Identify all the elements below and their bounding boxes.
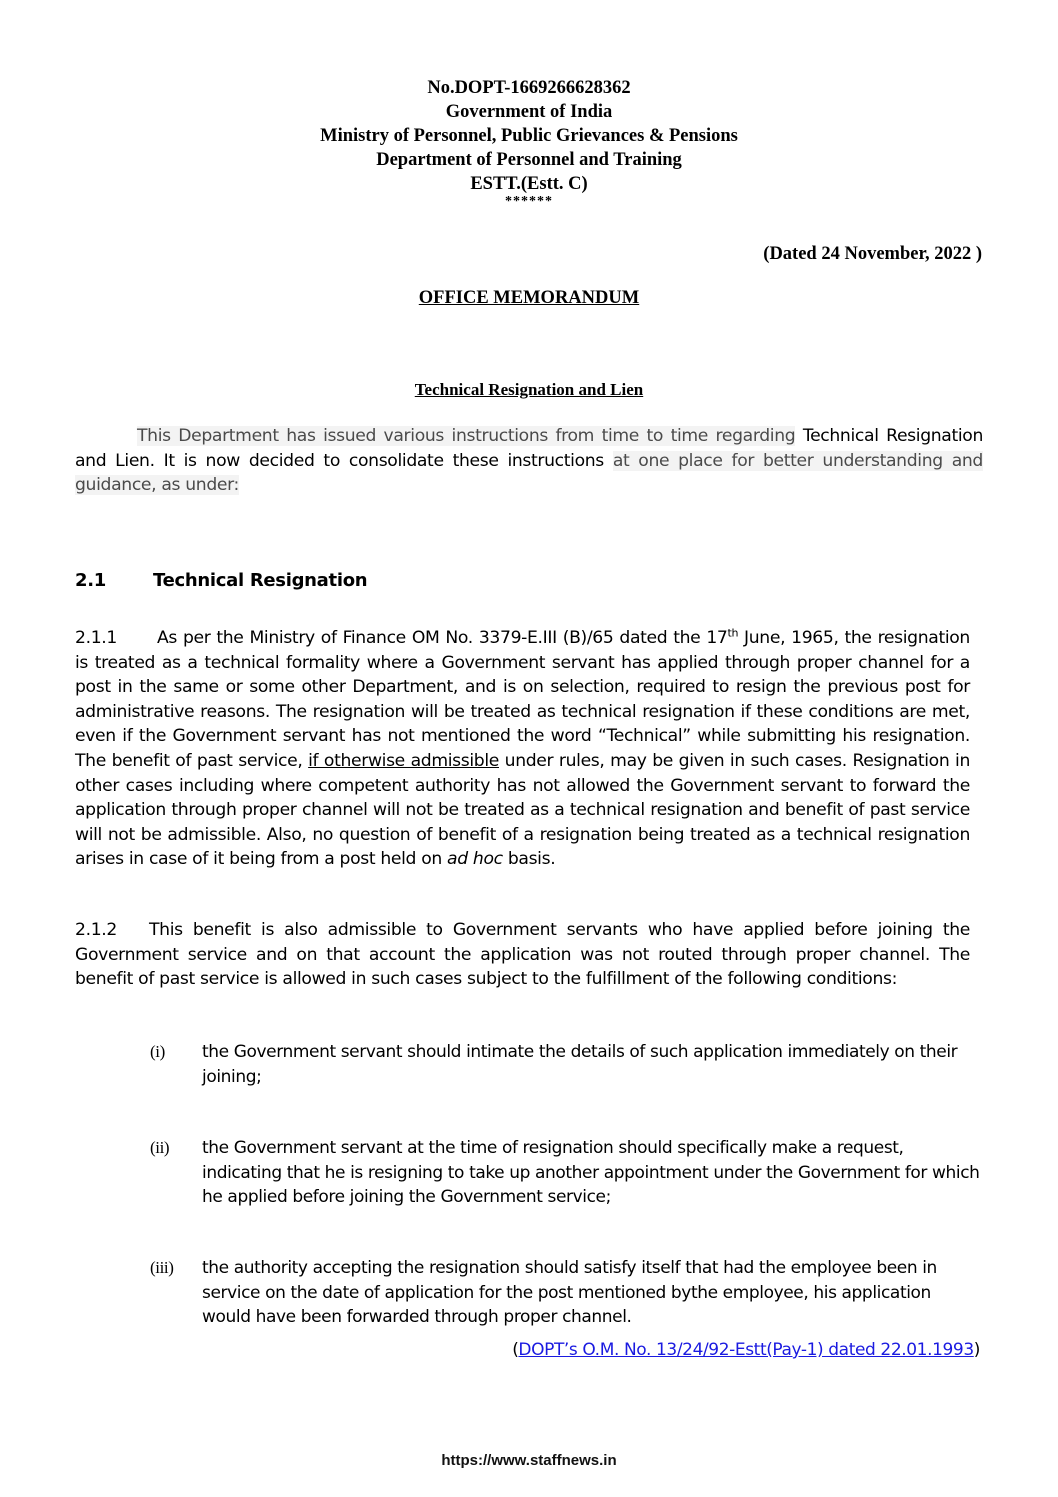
paren-close: )	[973, 1340, 980, 1360]
underlined-text: if otherwise admissible	[308, 750, 499, 771]
section-heading	[75, 570, 367, 591]
condition-item	[150, 1256, 980, 1330]
ministry-name: Ministry of Personnel, Public Grievances & Pensions	[320, 126, 738, 146]
date-line: (Dated 24 November, 2022 )	[763, 244, 982, 264]
document-number: No.DOPT-1669266628362	[427, 78, 631, 98]
italic-text: ad hoc	[447, 849, 503, 870]
paragraph-text: under rules, may be given in such cases. Resignation in other cases including where competent authority has not allowed the Government servant to forward the application through proper channel will not be treated as a technical resignation and benefit of past service will not be admissible. Also, no question of benefit of a resignation being treated as a technical resignation arises in case of it being from a post held on	[75, 750, 970, 870]
paragraph-text: basis.	[502, 849, 556, 870]
separator-stars: ******	[505, 194, 553, 209]
section-name: ESTT.(Estt. C)	[470, 174, 588, 194]
paragraph-number: 2.1.2	[75, 920, 117, 940]
condition-text: the Government servant should intimate the details of such application immediately on their joining;	[202, 1042, 958, 1087]
intro-text-2: Technical Resignation and Lien. It is now decided to consolidate these instructions	[75, 426, 984, 471]
department-name: Department of Personnel and Training	[376, 150, 682, 170]
intro-text-1: This Department has issued various instructions from time to time regarding	[137, 426, 796, 446]
condition-marker: (iii)	[150, 1258, 174, 1277]
government-name: Government of India	[445, 102, 613, 122]
superscript: th	[727, 626, 739, 640]
reference-link[interactable]: DOPT’s O.M. No. 13/24/92-Estt(Pay-1) dated 22.01.1993	[518, 1340, 974, 1360]
paragraph-2-1-2	[75, 918, 970, 992]
letterhead	[0, 76, 1058, 208]
paragraph-2-1-1	[75, 626, 970, 872]
section-number: 2.1	[75, 570, 106, 591]
condition-text: the Government servant at the time of resignation should specifically make a request, indicating that he is resigning to take up another appointment under the Government for which he applied before joining the Government service;	[202, 1138, 980, 1207]
condition-marker: (ii)	[150, 1138, 170, 1157]
condition-item	[150, 1040, 980, 1089]
paragraph-number: 2.1.1	[75, 628, 117, 648]
paragraph-text: This benefit is also admissible to Government servants who have applied before joining the Government service and on that account the application was not routed through proper channel. The benefit of past service is allowed in such cases subject to the fulfillment of the following conditions:	[75, 920, 970, 990]
reference-citation	[512, 1340, 980, 1360]
intro-paragraph	[75, 424, 983, 498]
section-title: Technical Resignation	[153, 570, 368, 591]
paragraph-text: June, 1965, the resignation is treated as a technical formality where a Government servant has applied through proper channel for a post in the same or some other Department, and is on selection, required to resign the previous post for administrative reasons. The resignation will be treated as technical resignation if these conditions are met, even if the Government servant has not mentioned the word “Technical” while submitting his resignation. The benefit of past service,	[75, 628, 970, 771]
condition-marker: (i)	[150, 1042, 165, 1061]
paren-open: (	[512, 1340, 519, 1360]
condition-item	[150, 1136, 980, 1210]
condition-text: the authority accepting the resignation should satisfy itself that had the employee been in service on the date of application for the post mentioned bythe employee, his application would have been forwarded through proper channel.	[202, 1258, 937, 1327]
paragraph-text: As per the Ministry of Finance OM No. 3379-E.III (B)/65 dated the 17	[157, 628, 728, 648]
subject-heading: Technical Resignation and Lien	[414, 380, 644, 399]
memo-title: OFFICE MEMORANDUM	[418, 288, 640, 308]
footer-url: https://www.staffnews.in	[441, 1452, 617, 1469]
intro-text-3: at one place for better understanding and guidance, as under:	[75, 450, 983, 496]
